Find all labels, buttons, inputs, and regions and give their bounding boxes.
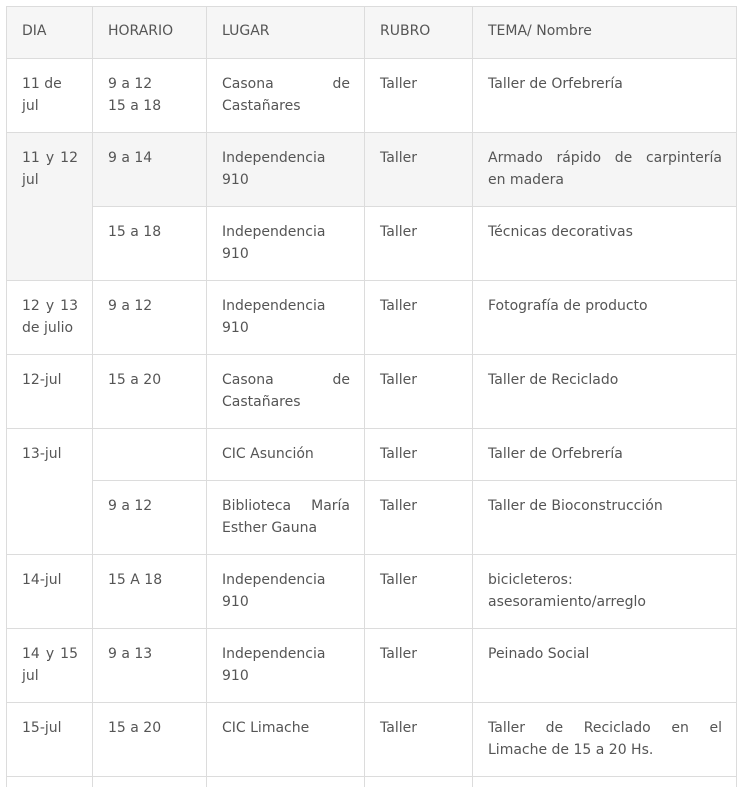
dia-line: 12 y 13: [22, 295, 78, 317]
lugar-line: Biblioteca María: [222, 495, 350, 517]
cell-lugar: [207, 207, 365, 281]
lugar-line: 910: [222, 243, 350, 265]
cell-lugar: [207, 281, 365, 355]
lugar-line: Independencia: [222, 221, 350, 243]
tema-line: bicicleteros:: [488, 569, 722, 591]
dia-line: de julio: [22, 317, 78, 339]
tema-line: asesoramiento/arreglo: [488, 591, 722, 613]
cell-horario: [93, 481, 207, 555]
tema-line: Taller de Reciclado en el: [488, 717, 722, 739]
table-row: [7, 429, 737, 481]
lugar-line: Independencia: [222, 569, 350, 591]
cell-rubro: Taller: [365, 429, 473, 481]
cell-tema: [473, 481, 737, 555]
cell-lugar: [207, 555, 365, 629]
dia-line: jul: [22, 169, 78, 191]
cell-horario: [93, 59, 207, 133]
cell-rubro: Taller: [365, 481, 473, 555]
table-header-row: [7, 7, 737, 59]
cell-lugar: [207, 481, 365, 555]
cell-tema: [473, 555, 737, 629]
tema-line: Técnicas decorativas: [488, 221, 722, 243]
cell-lugar: [207, 629, 365, 703]
lugar-line: Casona de: [222, 73, 350, 95]
header-rubro: RUBRO: [365, 7, 473, 59]
table-row: [7, 355, 737, 429]
cell-rubro: Taller: [365, 555, 473, 629]
cell-lugar: [207, 355, 365, 429]
header-lugar: LUGAR: [207, 7, 365, 59]
tema-line: Peinado Social: [488, 643, 722, 665]
table-row: [7, 133, 737, 207]
cell-horario: [93, 629, 207, 703]
header-tema: TEMA/ Nombre: [473, 7, 737, 59]
cell-horario: [93, 133, 207, 207]
lugar-line: 910: [222, 665, 350, 687]
table-row: [7, 703, 737, 777]
table-row: [7, 207, 737, 281]
lugar-line: Independencia: [222, 295, 350, 317]
header-horario: HORARIO: [93, 7, 207, 59]
lugar-line: 910: [222, 591, 350, 613]
lugar-line: CIC Limache: [222, 717, 350, 739]
table-row: [7, 555, 737, 629]
horario-line: 9 a 12: [108, 295, 192, 317]
table-row: [7, 59, 737, 133]
cell-tema: [473, 429, 737, 481]
cell-dia: 14-jul: [7, 555, 93, 629]
horario-line: 15 a 20: [108, 717, 192, 739]
horario-line: 15 a 20: [108, 369, 192, 391]
cell-tema: [473, 133, 737, 207]
cell-lugar: [207, 703, 365, 777]
cell-rubro: Taller: [365, 355, 473, 429]
cell-tema: [473, 207, 737, 281]
cell-tema: [473, 355, 737, 429]
cell-rubro: Taller: [365, 629, 473, 703]
lugar-line: Casona de: [222, 369, 350, 391]
horario-line: 9 a 12: [108, 495, 192, 517]
tema-line: Fotografía de producto: [488, 295, 722, 317]
table-row: [7, 629, 737, 703]
cell-tema: [473, 629, 737, 703]
cell-rubro: Taller: [365, 281, 473, 355]
cell-horario: [93, 703, 207, 777]
tema-line: Armado rápido de carpintería: [488, 147, 722, 169]
cell-horario: [93, 281, 207, 355]
header-dia: DIA: [7, 7, 93, 59]
cell-lugar: [207, 59, 365, 133]
schedule-table-container: [6, 6, 736, 787]
lugar-line: Independencia: [222, 147, 350, 169]
cell-dia: [7, 133, 93, 281]
table-row: [7, 481, 737, 555]
cell-dia: [7, 629, 93, 703]
cell-rubro: Taller: [365, 207, 473, 281]
tema-line: Taller de Reciclado: [488, 369, 722, 391]
horario-line: 9 a 12: [108, 73, 192, 95]
horario-line: 9 a 13: [108, 643, 192, 665]
tema-line: Taller de Bioconstrucción: [488, 495, 722, 517]
cell-horario: [93, 355, 207, 429]
cell-horario: [93, 429, 207, 481]
cell-lugar: [207, 133, 365, 207]
cell-dia: [7, 281, 93, 355]
cell-tema: [473, 703, 737, 777]
cell-rubro: Taller: [365, 703, 473, 777]
cell-dia: 13-jul: [7, 429, 93, 555]
lugar-line: Independencia: [222, 643, 350, 665]
cell-tema: [473, 281, 737, 355]
table-row: [7, 281, 737, 355]
lugar-line: Castañares: [222, 95, 350, 117]
cell-horario: [93, 207, 207, 281]
lugar-line: CIC Asunción: [222, 443, 350, 465]
dia-line: jul: [22, 665, 78, 687]
dia-line: 11 y 12: [22, 147, 78, 169]
lugar-line: Castañares: [222, 391, 350, 413]
cell-rubro: Taller: [365, 133, 473, 207]
lugar-line: Esther Gauna: [222, 517, 350, 539]
tema-line: Taller de Orfebrería: [488, 73, 722, 95]
schedule-table: [6, 6, 737, 787]
tema-line: en madera: [488, 169, 722, 191]
lugar-line: 910: [222, 317, 350, 339]
tema-line: Taller de Orfebrería: [488, 443, 722, 465]
horario-line: 15 a 18: [108, 95, 192, 117]
cell-dia: 12-jul: [7, 355, 93, 429]
horario-line: 15 a 18: [108, 221, 192, 243]
cell-dia: 11 de jul: [7, 59, 93, 133]
dia-line: 14 y 15: [22, 643, 78, 665]
cell-tema: [473, 59, 737, 133]
cell-horario: [93, 555, 207, 629]
cell-lugar: [207, 429, 365, 481]
horario-line: 15 A 18: [108, 569, 192, 591]
cell-dia: 15-jul: [7, 703, 93, 777]
horario-line: 9 a 14: [108, 147, 192, 169]
cell-rubro: Taller: [365, 59, 473, 133]
tema-line: Limache de 15 a 20 Hs.: [488, 739, 722, 761]
lugar-line: 910: [222, 169, 350, 191]
